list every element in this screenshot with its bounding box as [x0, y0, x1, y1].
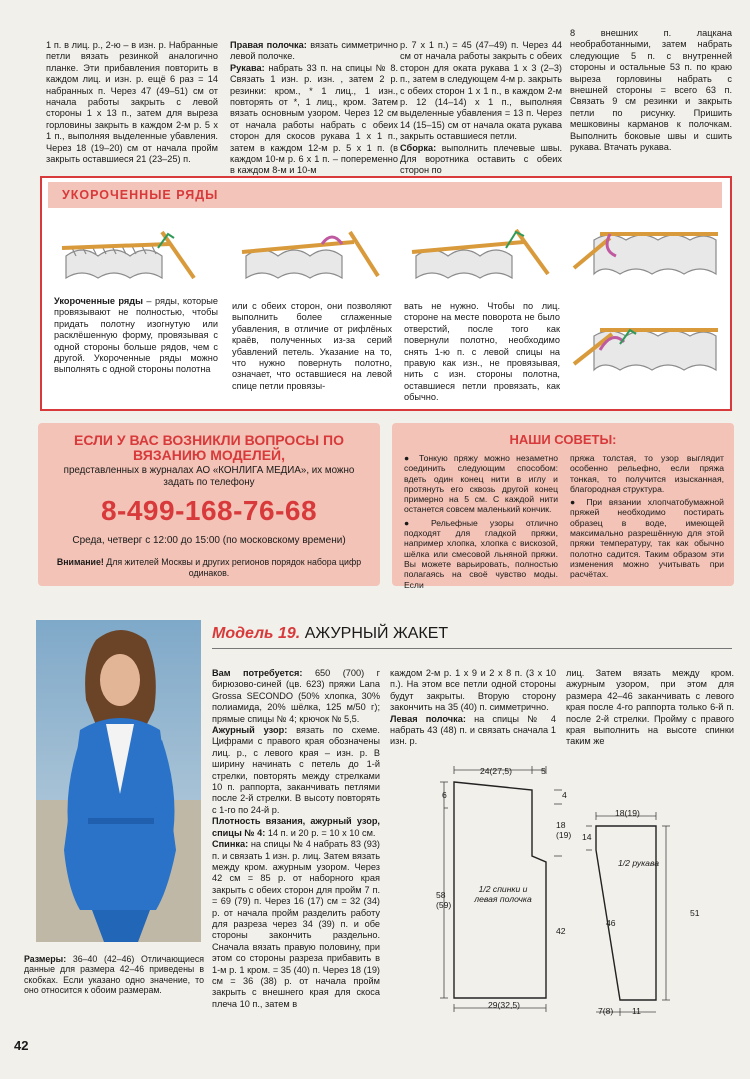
sleeves-heading: Рукава:	[230, 62, 265, 73]
tips-box	[392, 423, 734, 590]
model-photo	[36, 620, 201, 942]
sizes-body: 36–40 (42–46) Отличающиеся данные для размера 42–46 приведены в скобках. Если указано одно значение, то оно относится к обоим размерам.	[24, 954, 204, 996]
tip-2: ● Рельефные узоры отлично подходят для гладкой пряжи, например хлопка, хлопка с вискозой, шёлка или смесовой льняной пряжи. Вы можете варьировать, полностью полагаясь на своё чувство моды. Если	[404, 517, 558, 590]
questions-note-text: Для жителей Москвы и других регионов порядок набора цифр одинаков.	[103, 557, 362, 578]
tip-1: ● Тонкую пряжу можно незаметно соединить следующим способом: вдеть один конец нити в иглу и протянуть его сквозь другой конец примерно на 5 см. С каждой нити останется совсем маленький кончик.	[404, 453, 558, 515]
dim-top-width: 24(27,5)	[480, 766, 513, 776]
short-rows-box	[40, 176, 732, 411]
materials-heading: Вам потребуется:	[212, 668, 303, 678]
short-rows-illustration-5	[570, 306, 720, 378]
sleeve-cap-text: р. 7 x 1 п.) = 45 (47–49) п. Через 44 см от начала работы закрыть с обеих сторон для оката рукава 1 x 3 (2–3) п., затем в следующем 4-м р. закрыть с обеих сторон 1 x 1 п., в каждом 2-м р. 12 (14–14) x 1 п., выполняя выделенные убавления = 13 п. Через 14 (15–15) см от начала оката рукава закрыть оставшиеся петли.	[400, 40, 562, 142]
dim-sleeve-bottom: 11	[632, 1006, 641, 1016]
dim-shoulder-slope: 6	[442, 790, 447, 800]
short-rows-definition: – ряды, которые провязывают не полностью, чтобы придать полотну изогнутую или расклёшенную форму, провязывая с одной стороны больше рядов, чем с другой. Укороченные ряды можно выполнять с одной стороны полотна	[54, 296, 218, 375]
back-continued: каждом 2-м р. 1 x 9 и 2 x 8 п. (3 x 10 п.). На этом все петли одной стороны будут закрыты. Вторую сторону закончить на 35 (40) п. симметрично.	[390, 668, 556, 713]
pattern-heading: Ажурный узор:	[212, 725, 288, 736]
tip-4-text: При вязании хлопчатобумажной пряжей необходимо постирать образец в воде, имеющей максимально разрешённую для этой пряжи температуру, так как обычно полотно садится. Таким образом эти изменения можно учитывать при расчётах.	[570, 497, 724, 580]
questions-note-heading: Внимание!	[56, 557, 104, 567]
questions-title: ЕСЛИ У ВАС ВОЗНИКЛИ ВОПРОСЫ ПО ВЯЗАНИЮ МОДЕЛЕЙ,	[74, 432, 344, 463]
model-column-3: лиц. Затем вязать между кром. ажурным узором, при этом для размера 42–46 заканчивать с левого края после 4-го раппорта только 6-й п. после 2-й стрелки. Пройму с правого края выполнить на высоте спинки таким же	[566, 668, 734, 747]
dim-neck-depth: 4	[562, 790, 567, 800]
short-rows-title: УКОРОЧЕННЫЕ РЯДЫ	[62, 188, 219, 202]
model-number: Модель 19.	[212, 625, 301, 642]
assembly-heading: Сборка:	[400, 142, 437, 153]
left-front-heading: Левая полочка:	[390, 713, 466, 724]
phone-number[interactable]: 8-499-168-76-68	[100, 495, 318, 526]
sizes-text	[24, 954, 204, 1016]
model-title	[212, 625, 448, 643]
short-rows-illustration-1	[62, 218, 202, 283]
sizes-heading: Размеры:	[24, 954, 67, 964]
short-rows-illustration-2	[242, 218, 382, 283]
top-column-4: 8 внешних п. лацкана необработанными, затем набрать следующие 5 п. с внутренней стороны и остальные 53 п. по краю выреза горловины набрать с внешней стороны = всего 63 п. Связать 9 см резинки и закрыть петли по рисунку. Пришить мешковины карманов к полочкам. Выполнить боковые швы и сшить рукава. Втачать рукава.	[570, 28, 732, 153]
model-column-2	[390, 668, 556, 754]
questions-subtitle: представленных в журналах АО «КОНЛИГА МЕДИА», их можно задать по телефону	[63, 465, 355, 488]
title-rule	[212, 648, 732, 649]
back-text: на спицы № 4 набрать 83 (93) п. и связать 1 изн. р. лиц. Затем вязать между кром. ажурным узором. Через 42 см = 85 р. от наборного края закрыть с обеих сторон для пройм 7 п. = 69 (79) п. Через 16 (17) см = 32 (34) р. от начала пройм разделить работу для разреза через 34 (39) п. и обе стороны закончить раздельно. Сначала вязать правую половину, при этом со стороны разреза прибавить в 1-м р. 1 кром. = 35 (40) п. Через 18 (19) см = 36 (38) р. от начала пройм закрыть с внешнего края для скоса плеча 10 п., затем в	[212, 839, 380, 1009]
short-rows-header	[48, 182, 722, 208]
tips-title: НАШИ СОВЕТЫ:	[509, 432, 617, 447]
short-rows-illustration-3	[412, 218, 552, 283]
dim-sleeve-cap: 14	[582, 832, 592, 842]
dim-shoulder: 5	[541, 766, 546, 776]
left-front-text: на спицы № 4 набрать 43 (48) п. и связать сначала 1 изн. р.	[390, 713, 556, 747]
back-heading: Спинка:	[212, 839, 249, 850]
dim-sleeve-cuff: 7(8)	[598, 1006, 614, 1016]
tip-1-text: Тонкую пряжу можно незаметно соединить следующим способом: вдеть один конец нити в иглу и протянуть его сквозь другой конец примерно на 5 см. С каждой нити останется совсем маленький кончик.	[404, 453, 558, 515]
top-column-3	[400, 40, 562, 176]
sleeve-label: 1/2 рукава	[618, 858, 660, 868]
model-name: АЖУРНЫЙ ЖАКЕТ	[304, 625, 449, 642]
questions-note	[52, 557, 366, 578]
short-rows-text-2: или с обеих сторон, они позволяют выполнить более сглаженные убавления, в отличие от рифлёных краёв, полученных из-за серий убавлений петель. Указание на то, что нужно повернуть полотно, означает, что оставшиеся на левой спице петли провязы-	[232, 301, 392, 391]
dim-side-length: 42	[556, 926, 566, 936]
dim-sleeve-total: 51	[690, 908, 700, 918]
dim-total-length: 58 (59)	[436, 890, 452, 910]
top-column-1: 1 п. в лиц. р., 2-ю – в изн. р. Набранные петли вязать резинкой аналогично планке. Эти прибавления повторить в каждом лиц. и изн. р. ещё 6 раз = 14 набранных п. Через 47 (49–51) см от начала работы закрыть с левой стороны 1 x 13 п., затем для выреза горловины закрыть в каждом 2-м р. 5 x 1 п., выполняя выделенные убавления. Через 18 (19–20) см от начала пройм закрыть оставшиеся 21 (23–25) п.	[46, 40, 218, 165]
sleeve-outline	[596, 826, 656, 1000]
materials-text: 650 (700) г бирюзово-синей (цв. 623) пряжи Lana Grossa SECONDO (50% хлопка, 30% полиамида, 20% шёлка, 125 м/50 г); прямые спицы № 4; крючок № 5,5.	[212, 668, 380, 724]
short-rows-text-3: вать не нужно. Чтобы по лиц. стороне на месте поворота не было отверстий, после того как повернули полотно, необходимо снять 1-ю п. с левой спицы на правую как изн., не провязывая, нить с изн. стороны полотна, оставшиеся петли провязать, как обычно.	[404, 301, 560, 403]
model-column-1	[212, 668, 380, 1018]
dim-bottom-width: 29(32,5)	[488, 1000, 521, 1010]
short-rows-illustration-4	[570, 210, 720, 282]
top-column-2	[230, 40, 398, 176]
page-number: 42	[14, 1038, 29, 1053]
questions-box	[38, 423, 380, 586]
right-front-heading: Правая полочка:	[230, 40, 307, 50]
sleeves-text: набрать 33 п. на спицы № 8. Связать 1 изн. р. изн. , затем 2 р. резинки: кром., * 1 лиц., 1 изн., повторять от *, 1 лиц., кром. Затем вязать основным узором. Через 12 см от начала работы набрать с обеих сторон для скосов рукава 1 x 1 п., затем в каждом 12-м р. 5 x 1 п. (в каждом 10-м р. 6 x 1 п. – попеременно в каждом 8-м и 10-м	[230, 62, 398, 176]
hotline-hours: Среда, четверг с 12:00 до 15:00 (по московскому времени)	[72, 535, 346, 546]
dim-armhole: 18 (19)	[556, 820, 572, 840]
tip-2-text: Рельефные узоры отлично подходят для гладкой пряжи, например хлопка, хлопка с вискозой, шёлка или смесовой льняной пряжи. Вы можете варьировать, полностью полагаясь на своё чувство моды. Если	[404, 517, 558, 590]
tips-column-2	[570, 453, 724, 580]
density-text: 14 п. и 20 р. = 10 x 10 см.	[265, 827, 376, 838]
tip-4: ● При вязании хлопчатобумажной пряжей необходимо постирать образец в воде, имеющей максимально разрешённую для этой пряжи температуру, так как обычно полотно садится. Таким образом эти изменения можно учитывать при расчётах.	[570, 497, 724, 580]
tips-column-1	[404, 453, 558, 590]
tip-3: пряжа толстая, то узор выглядит особенно рельефно, если пряжа тонкая, то получится изысканная, благородная структура.	[570, 453, 724, 494]
density-heading: Плотность вязания, ажурный узор, спицы № 4:	[212, 816, 380, 838]
pattern-text: вязать по схеме. Цифрами с правого края обозначены лиц. р., с левого края – изн. р. В ширину начинать с петель до 1-й стрелки, повторять между стрелками 10 п. раппорта, заканчивать петлями после 2-й стрелки. В высоту повторять с 1-го по 24-й р.	[212, 725, 380, 815]
right-front-text: вязать симметрично левой полочке.	[230, 40, 398, 62]
short-rows-text-1	[54, 296, 218, 376]
pattern-schematic	[420, 760, 730, 1022]
assembly-text: выполнить плечевые швы. Для воротника оставить с обеих сторон по	[400, 142, 562, 176]
back-label: 1/2 спинки и левая полочка	[474, 884, 532, 904]
short-rows-term: Укороченные ряды	[54, 296, 143, 306]
dim-sleeve-top: 18(19)	[615, 808, 640, 818]
dim-sleeve-length: 46	[606, 918, 616, 928]
